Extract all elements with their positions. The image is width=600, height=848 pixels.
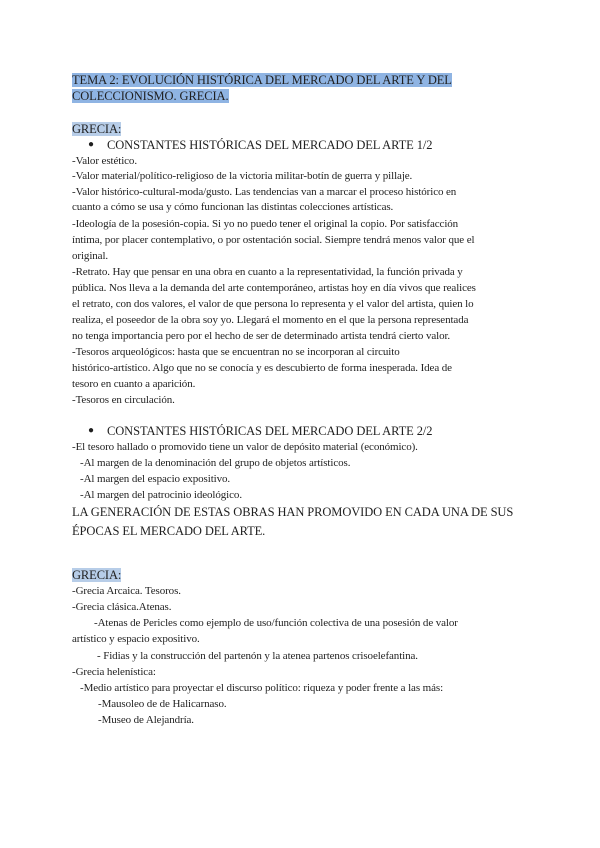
bullet-heading-1: CONSTANTES HISTÓRICAS DEL MERCADO DEL ARTE 1/2 (107, 138, 433, 152)
body-line: -Mausoleo de de Halicarnaso. (98, 698, 227, 710)
body-line: tesoro en cuanto a aparición. (72, 378, 196, 390)
body-line: original. (72, 250, 109, 262)
body-line: -Medio artístico para proyectar el discurso político: riqueza y poder frente a las más: (80, 682, 444, 694)
body-line: -Ideología de la posesión-copia. Si yo no puedo tener el original la copio. Por satisfacción (72, 218, 459, 230)
body-line: - Fidias y la construcción del partenón y la atenea partenos crisoelefantina. (97, 650, 418, 662)
body-line: no tenga importancia pero por el hecho de ser de determinado artista tendrá cierto valor. (72, 330, 451, 342)
body-line: -Tesoros en circulación. (72, 394, 175, 406)
doc-title-line-1: TEMA 2: EVOLUCIÓN HISTÓRICA DEL MERCADO DEL ARTE Y DEL (72, 73, 452, 87)
body-line: artístico y espacio expositivo. (72, 633, 200, 645)
doc-title-line-2: COLECCIONISMO. GRECIA. (72, 89, 229, 103)
body-line: -El tesoro hallado o promovido tiene un valor de depósito material (económico). (72, 441, 418, 453)
body-line: -Tesoros arqueológicos: hasta que se encuentran no se incorporan al circuito (72, 346, 400, 358)
caps-statement-line: LA GENERACIÓN DE ESTAS OBRAS HAN PROMOVIDO EN CADA UNA DE SUS (72, 505, 514, 519)
section-heading-grecia-2: GRECIA: (72, 568, 122, 582)
body-line: -Atenas de Pericles como ejemplo de uso/función colectiva de una posesión de valor (94, 617, 458, 629)
body-line: -Museo de Alejandría. (98, 714, 194, 726)
body-line: -Grecia Arcaica. Tesoros. (72, 585, 181, 597)
body-line: íntima, por placer contemplativo, o por ostentación social. Siempre tendrá menos valor que el (72, 234, 475, 246)
body-line: -Valor estético. (72, 155, 137, 167)
body-line: -Valor material/político-religioso de la victoria militar-botín de guerra y pillaje. (72, 170, 413, 182)
bullet-dot-icon: ● (88, 425, 95, 436)
body-line: -Valor histórico-cultural-moda/gusto. Las tendencias van a marcar el proceso histórico en (72, 186, 457, 198)
body-line: -Al margen del patrocinio ideológico. (80, 489, 242, 501)
body-line: -Al margen de la denominación del grupo de objetos artísticos. (80, 457, 351, 469)
body-line: -Retrato. Hay que pensar en una obra en cuanto a la representatividad, la función privada y (72, 266, 463, 278)
body-line: -Grecia clásica.Atenas. (72, 601, 172, 613)
body-line: histórico-artístico. Algo que no se conocía y es descubierto de forma inesperada. Idea de (72, 362, 452, 374)
body-line: -Al margen del espacio expositivo. (80, 473, 231, 485)
bullet-dot-icon: ● (88, 139, 95, 150)
body-line: realiza, el poseedor de la obra soy yo. Llegará el momento en el que la persona representada (72, 314, 469, 326)
body-line: pública. Nos lleva a la demanda del arte contemporáneo, artistas hoy en día vivos que realices (72, 282, 476, 294)
body-line: -Grecia helenística: (72, 666, 156, 678)
caps-statement-line: ÉPOCAS EL MERCADO DEL ARTE. (72, 524, 266, 538)
bullet-heading-2: CONSTANTES HISTÓRICAS DEL MERCADO DEL ARTE 2/2 (107, 424, 433, 438)
body-line: cuanto a cómo se usa y cómo funcionan las distintas colecciones artísticas. (72, 201, 394, 213)
body-line: el retrato, con dos valores, el valor de que persona lo representa y el valor del artista, quien lo (72, 298, 474, 310)
section-heading-grecia-1: GRECIA: (72, 122, 122, 136)
